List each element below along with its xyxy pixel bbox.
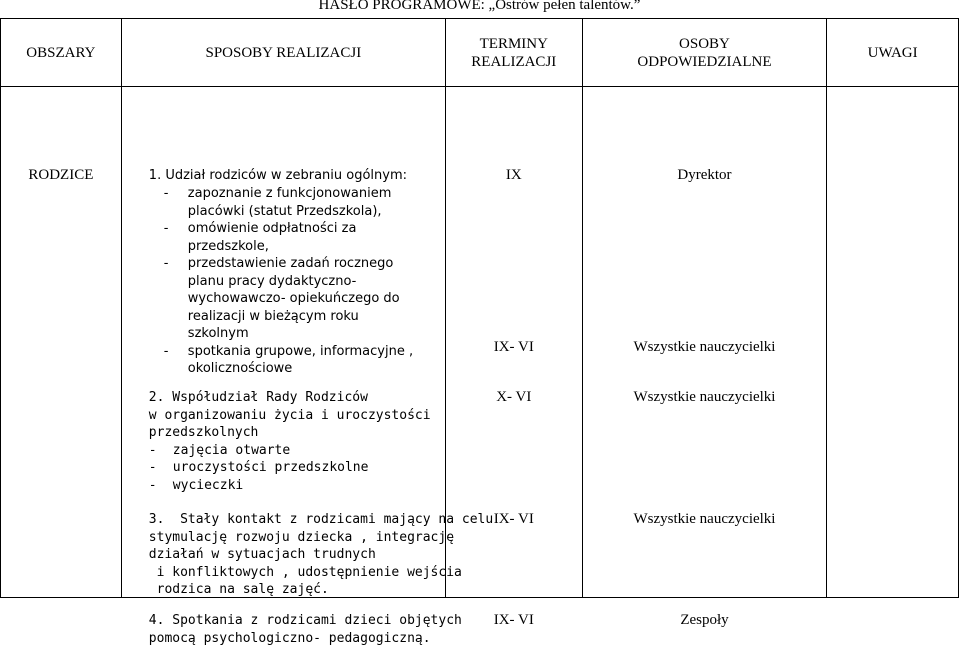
- header-persons-line1: OSOBY: [679, 35, 730, 52]
- item1-bullet1: - zapoznanie z funkcjonowaniem placówki (statut Przedszkola), - omówienie odpłatności za przedszkole, - przedstawienie zadań rocznego planu pracy dydaktyczno- wychowawczo- opiekuńczego do realizacji w bieżącym roku szkolnym - spotkania grupowe, informacyjne , okolicznościowe: [163, 186, 414, 376]
- item1-person2: Wszystkie nauczycielki: [633, 339, 776, 355]
- header-areas: OBSZARY: [1, 19, 122, 87]
- item2-text: 2. Współudział Rady Rodziców w organizowaniu życia i uroczystości przedszkolnych - zajęcia otwarte - uroczystości przedszkolne - wycieczki: [148, 390, 431, 493]
- notes-cell: [827, 87, 959, 598]
- item2-term: X- VI: [496, 389, 532, 405]
- header-terms: [445, 19, 582, 87]
- methods-cell: [121, 87, 494, 646]
- header-terms-line2: REALIZACJI: [471, 53, 557, 70]
- item4-person: Zespoły: [680, 612, 729, 628]
- item4-text: 4. Spotkania z rodzicami dzieci objętych pomocą psychologiczno- pedagogiczną.: [148, 613, 462, 646]
- item2-person: Wszystkie nauczycielki: [633, 389, 776, 405]
- program-motto: HASŁO PROGRAMOWE: „Ostrów pełen talentów.”: [318, 0, 641, 13]
- header-methods: SPOSOBY REALIZACJI: [121, 19, 445, 87]
- item1-term1: IX: [505, 167, 522, 183]
- item3-person: Wszystkie nauczycielki: [633, 511, 776, 527]
- header-persons-line2: ODPOWIEDZIALNE: [637, 53, 772, 70]
- item3-text: 3. Stały kontakt z rodzicami mający na celu stymulację rozwoju dziecka , integrację działań w sytuacjach trudnych i konfliktowych , udostępnienie wejścia rodzica na salę zajęć.: [148, 512, 494, 597]
- item1-heading: 1. Udział rodziców w zebraniu ogólnym:: [148, 168, 408, 183]
- item1-person1: Dyrektor: [677, 167, 732, 183]
- header-row: [1, 19, 959, 87]
- item4-term: IX- VI: [493, 612, 534, 628]
- persons-cell: [582, 87, 827, 628]
- item3-term: IX- VI: [493, 511, 534, 527]
- header-persons: [582, 19, 827, 87]
- table-row: [1, 87, 959, 598]
- plan-table: [0, 18, 959, 646]
- area-label: RODZICE: [28, 167, 94, 183]
- area-cell: [1, 87, 122, 598]
- terms-cell: [445, 87, 582, 628]
- header-notes: UWAGI: [827, 19, 959, 87]
- item1-term2: IX- VI: [493, 339, 534, 355]
- header-terms-line1: TERMINY: [479, 35, 548, 52]
